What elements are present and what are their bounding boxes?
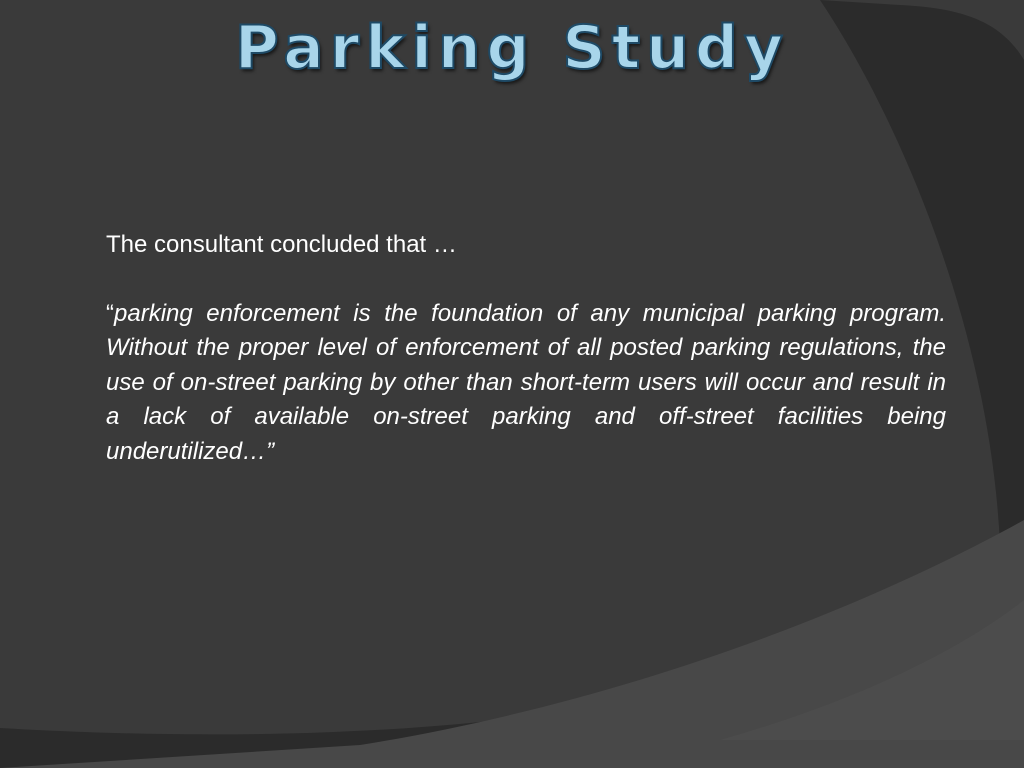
quote-open-mark: “	[106, 299, 114, 327]
quote-text: parking enforcement is the foundation of any municipal parking program. Without the proper level of enforcement of all posted parking regulations, the use of on-street parking by other than short-term users will occur and result in a lack of available on-street parking and off-street facilities being underutilized…”	[106, 299, 946, 465]
quote-paragraph	[106, 297, 946, 470]
slide-body	[106, 228, 946, 469]
intro-text: The consultant concluded that …	[106, 231, 457, 258]
slide-title: Parking Study	[234, 13, 790, 83]
